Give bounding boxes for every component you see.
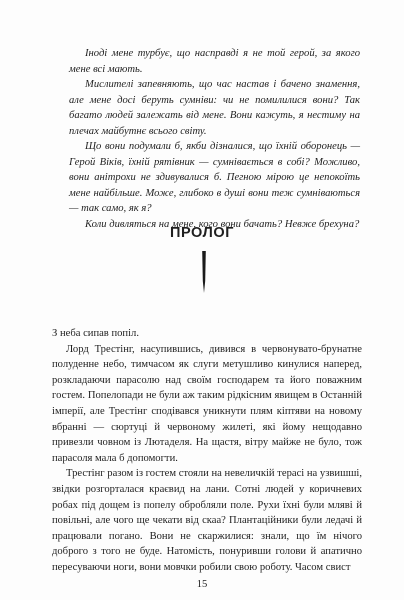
chapter-body bbox=[52, 326, 362, 576]
epigraph-paragraph: Що вони подумали б, якби дізналися, що їхній оборонець — Герой Віків, їхній рятівник — сумнівається в собі? Можливо, вони анітрохи не здивувалися б. Пегною мірою це непокоїть мене найбільше. Може, глибоко в душі вони теж сумніваються — так само, як я? bbox=[69, 141, 360, 214]
body-paragraph: З неба сипав попіл. bbox=[52, 328, 139, 339]
body-paragraph: Лорд Трестінг, насупившись, дивився в червонувато-брунатне полуденне небо, тимчасом як слуги метушливо кинулися наперед, розкладаючи парасолю над своїм господарем та його поважним гостем. Попелопади не були аж таким рідкісним явищем в Останній імперії, але Трестінг сподівався уникнути плям кіптяви на новому вбранні — сюртуці й червоному жилеті, які йому нещодавно привезли човном із Лютаделя. На щастя, вітру майже не було, тож парасоля мала б допомогти. bbox=[52, 343, 362, 464]
epigraph-paragraph: Іноді мене турбує, що насправді я не той герой, за якого мене всі мають. bbox=[69, 48, 360, 75]
chapter-title: ПРОЛОГ bbox=[169, 225, 235, 241]
spike-ornament-icon bbox=[201, 251, 207, 293]
epigraph-paragraph: Коли дивляться на мене, кого вони бачать? Невже брехуна? bbox=[85, 218, 360, 230]
page-number: 15 bbox=[196, 579, 208, 590]
epigraph bbox=[69, 46, 360, 232]
epigraph-paragraph: Мислителі запевняють, що час настав і бачено знамення, але мене досі беруть сумніви: чи не помилилися вони? Так багато людей залежать від мене. Вони кажуть, я нестиму на плечах майбутнє всього світу. bbox=[69, 79, 360, 137]
body-paragraph: Трестінг разом із гостем стояли на невеличкій терасі на узвишші, звідки розгорталася краєвид на лани. Сотні людей у коричневих робах під дощем із попелу обробляли поле. Рухи їхні були мляві й повільні, але чого ще чекати від скаа? Плантаційники були ледачі й працювали погано. Вони не скаржилися: знали, що їм нічого доброго з того не буде. Натомість, понуривши голови й апатично пересуваючи ноги, вони мовчки робили свою роботу. Часом свист bbox=[52, 468, 362, 573]
